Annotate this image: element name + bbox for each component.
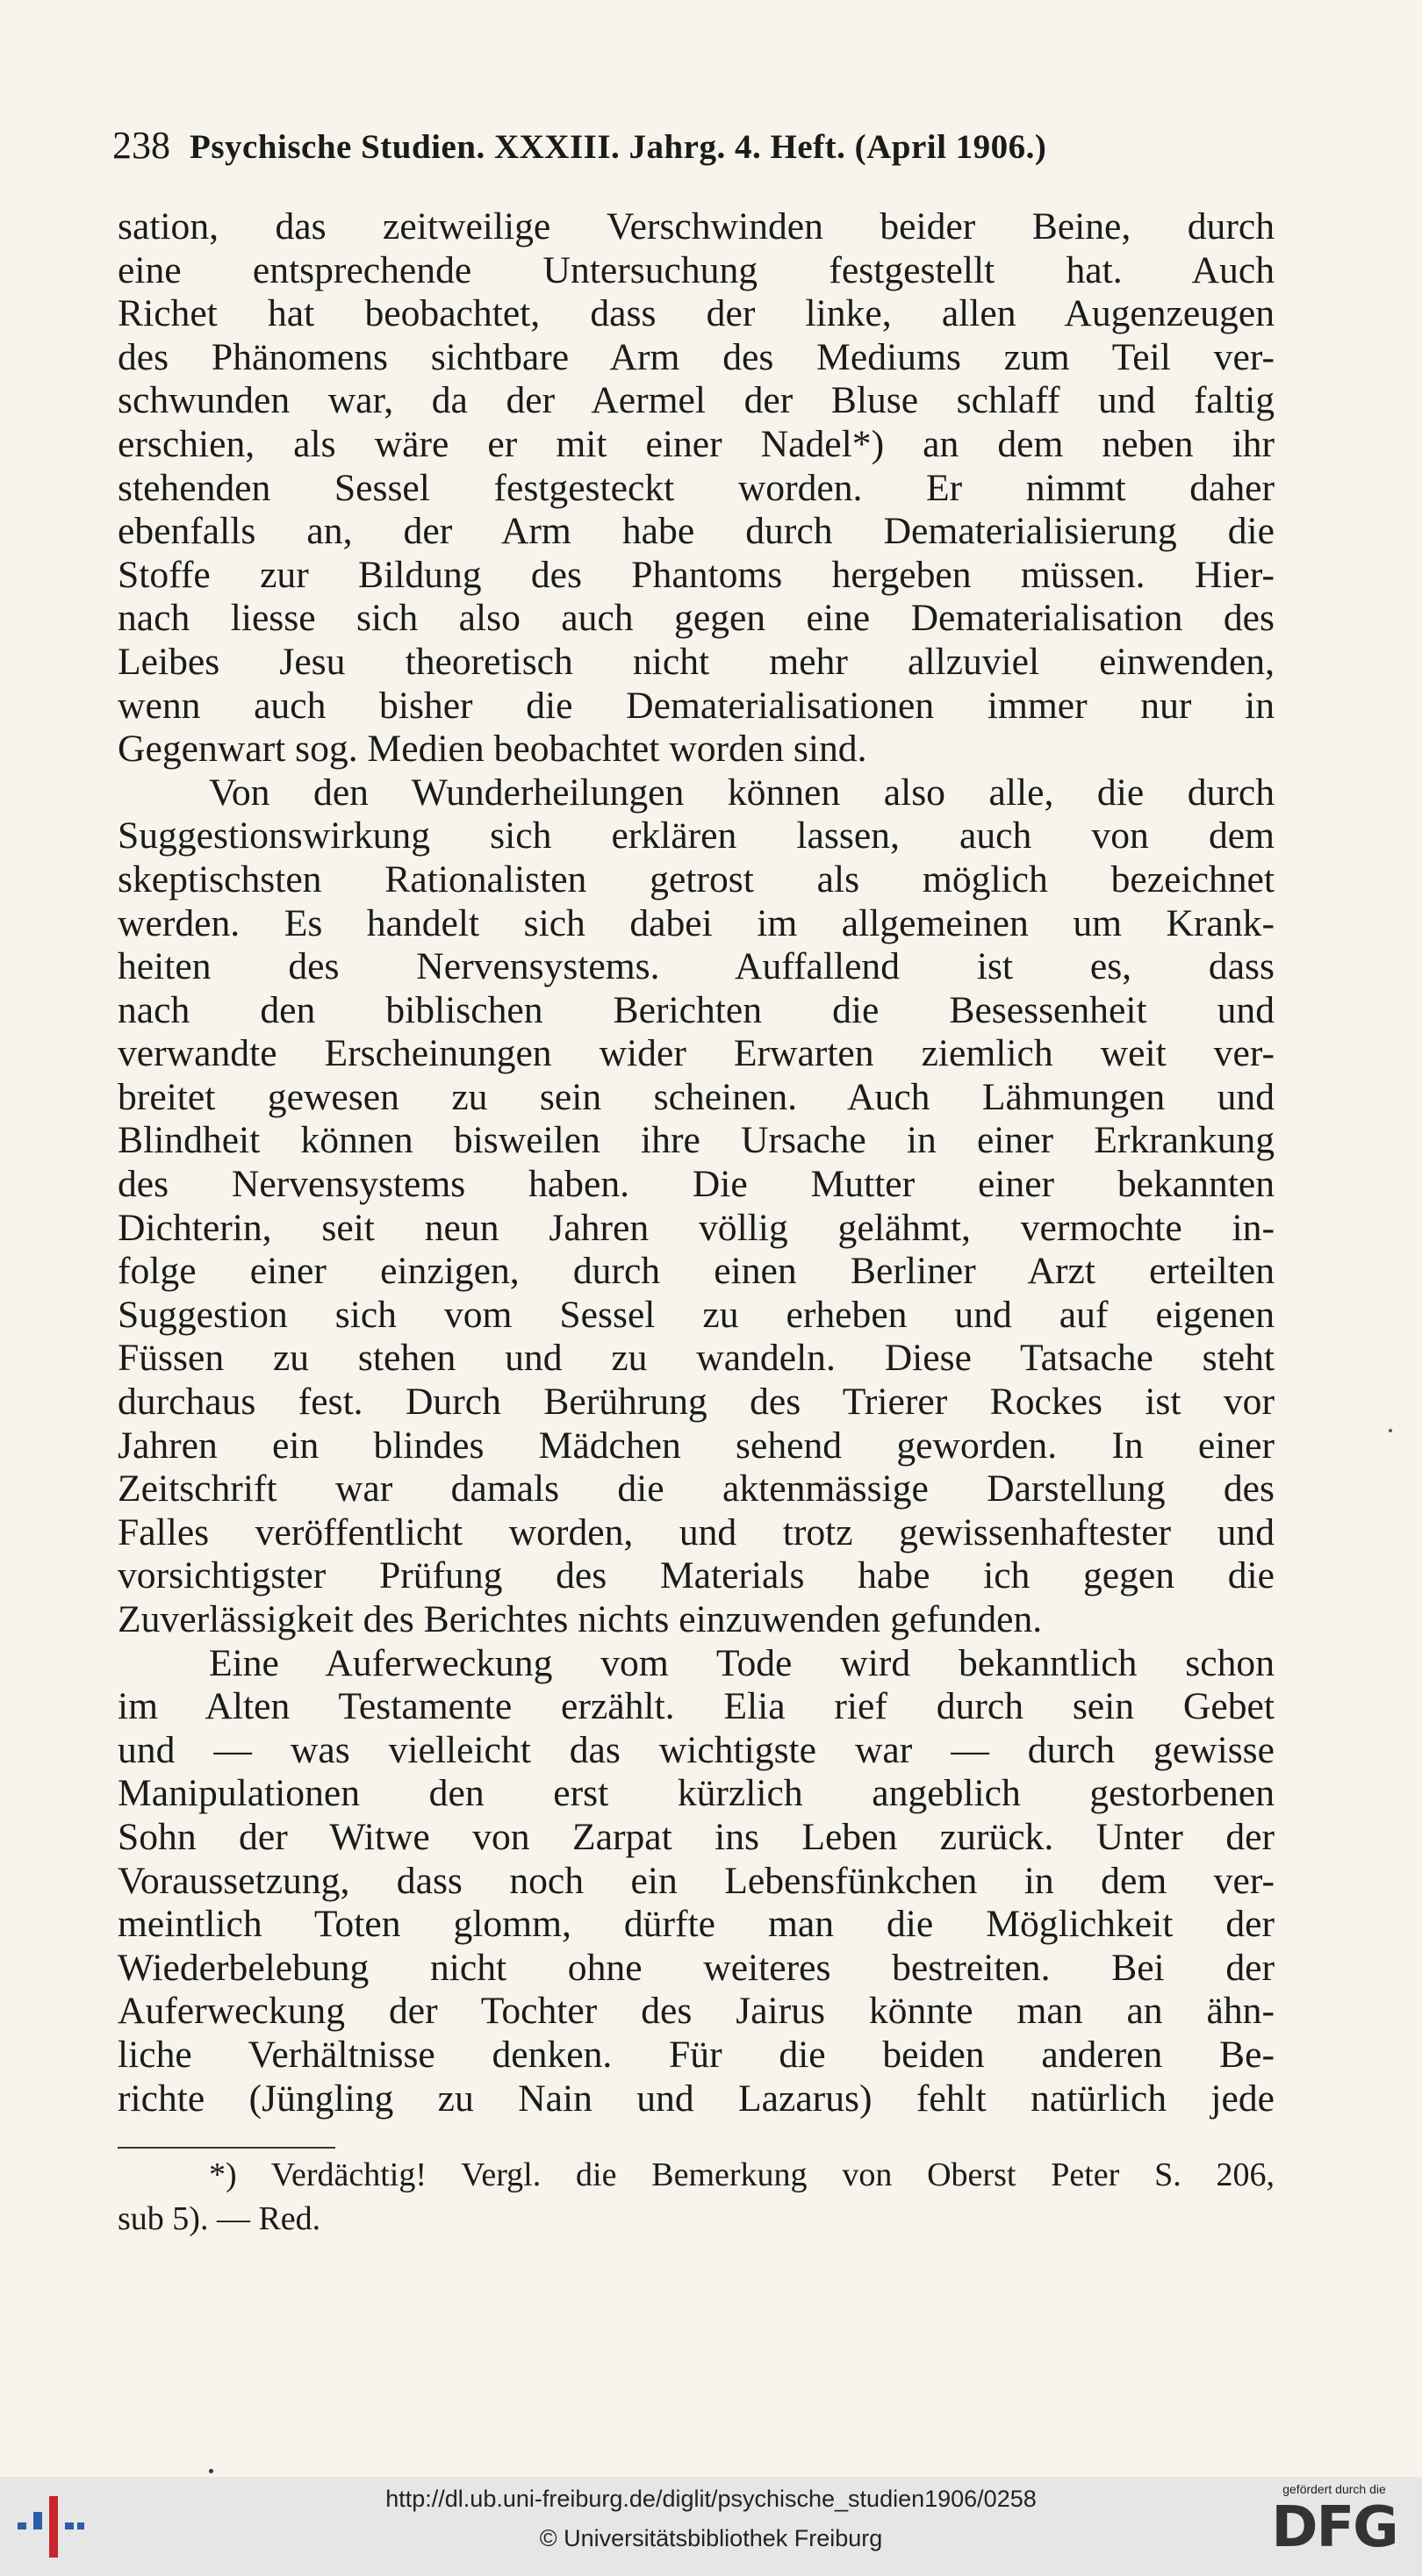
text-line: Eine Auferweckung vom Tode wird bekanntlich schon bbox=[209, 1641, 1275, 1684]
text-line: im Alten Testamente erzählt. Elia rief durch sein Gebet bbox=[118, 1685, 1275, 1728]
text-line: Suggestion sich vom Sessel zu erheben und auf eigenen bbox=[118, 1293, 1275, 1336]
text-line: des Phänomens sichtbare Arm des Mediums zum Teil ver- bbox=[118, 335, 1275, 378]
text-line: Füssen zu stehen und zu wandeln. Diese Tatsache steht bbox=[118, 1337, 1275, 1380]
footnote-separator bbox=[118, 2147, 335, 2149]
text-line: Falles veröffentlicht worden, und trotz gewissenhaftester und bbox=[118, 1510, 1275, 1553]
digital-library-footer bbox=[0, 2477, 1422, 2576]
text-line: Zeitschrift war damals die aktenmässige Darstellung des bbox=[118, 1467, 1275, 1510]
copyright-text: © Universitätsbibliothek Freiburg bbox=[539, 2525, 883, 2551]
text-line: nach den biblischen Berichten die Besessenheit und bbox=[118, 988, 1275, 1031]
text-line: Gegenwart sog. Medien beobachtet worden sind. bbox=[118, 728, 867, 771]
page-number: 238 bbox=[112, 124, 170, 167]
text-line: breitet gewesen zu sein scheinen. Auch Lähmungen und bbox=[118, 1075, 1275, 1118]
text-line: Manipulationen den erst kürzlich angeblich gestorbenen bbox=[118, 1772, 1275, 1815]
running-header bbox=[112, 123, 1280, 168]
text-line: Stoffe zur Bildung des Phantoms hergeben müssen. Hier- bbox=[118, 553, 1275, 596]
text-line: richte (Jüngling zu Nain und Lazarus) fehlt natürlich jede bbox=[118, 2077, 1275, 2120]
footnote-line: *) Verdächtig! Vergl. die Bemerkung von Oberst Peter S. 206, bbox=[209, 2156, 1275, 2193]
dfg-logo bbox=[1255, 2482, 1413, 2570]
body-text bbox=[118, 205, 1275, 2120]
text-line: ebenfalls an, der Arm habe durch Dematerialisierung die bbox=[118, 510, 1275, 553]
text-line: Richet hat beobachtet, dass der linke, allen Augenzeugen bbox=[118, 292, 1275, 335]
text-line: Suggestionswirkung sich erklären lassen, auch von dem bbox=[118, 814, 1275, 857]
text-line: verwandte Erscheinungen wider Erwarten ziemlich weit ver- bbox=[118, 1032, 1275, 1075]
text-line: Jahren ein blindes Mädchen sehend geworden. In einer bbox=[118, 1424, 1275, 1467]
text-line: erschien, als wäre er mit einer Nadel*) an dem neben ihr bbox=[118, 422, 1275, 465]
text-line: Leibes Jesu theoretisch nicht mehr allzuviel einwenden, bbox=[118, 640, 1275, 683]
text-line: sation, das zeitweilige Verschwinden beider Beine, durch bbox=[118, 205, 1275, 248]
text-line: eine entsprechende Untersuchung festgestellt hat. Auch bbox=[118, 248, 1275, 291]
text-line: vorsichtigster Prüfung des Materials habe ich gegen die bbox=[118, 1554, 1275, 1597]
journal-header-title: Psychische Studien. XXXIII. Jahrg. 4. Heft. (April 1906.) bbox=[190, 128, 1047, 166]
source-url-link[interactable]: http://dl.ub.uni-freiburg.de/diglit/psychische_studien1906/0258 bbox=[385, 2486, 1037, 2512]
footnote bbox=[118, 2153, 1275, 2241]
text-line: nach liesse sich also auch gegen eine Dematerialisation des bbox=[118, 597, 1275, 640]
text-line: Wiederbelebung nicht ohne weiteres bestreiten. Bei der bbox=[118, 1946, 1275, 1989]
text-line: heiten des Nervensystems. Auffallend ist es, dass bbox=[118, 945, 1275, 988]
text-line: stehenden Sessel festgesteckt worden. Er nimmt daher bbox=[118, 466, 1275, 509]
text-line: und — was vielleicht das wichtigste war — durch gewisse bbox=[118, 1728, 1275, 1771]
scan-speck bbox=[209, 2469, 213, 2473]
text-line: schwunden war, da der Aermel der Bluse schlaff und faltig bbox=[118, 379, 1275, 422]
funding-note: gefördert durch die bbox=[1282, 2482, 1386, 2496]
text-line: Auferweckung der Tochter des Jairus könnte man an ähn- bbox=[118, 1990, 1275, 2033]
text-line: des Nervensystems haben. Die Mutter einer bekannten bbox=[118, 1163, 1275, 1206]
text-line: Sohn der Witwe von Zarpat ins Leben zurück. Unter der bbox=[118, 1815, 1275, 1858]
text-line: Zuverlässigkeit des Berichtes nichts einzuwenden gefunden. bbox=[118, 1598, 1043, 1640]
text-line: liche Verhältnisse denken. Für die beiden anderen Be- bbox=[118, 2033, 1275, 2076]
text-line: durchaus fest. Durch Berührung des Trierer Rockes ist vor bbox=[118, 1381, 1275, 1424]
text-line: werden. Es handelt sich dabei im allgemeinen um Krank- bbox=[118, 901, 1275, 944]
text-line: Dichterin, seit neun Jahren völlig gelähmt, vermochte in- bbox=[118, 1206, 1275, 1249]
text-line: meintlich Toten glomm, dürfte man die Möglichkeit der bbox=[118, 1903, 1275, 1946]
text-line: Blindheit können bisweilen ihre Ursache in einer Erkrankung bbox=[118, 1119, 1275, 1162]
text-line: Voraussetzung, dass noch ein Lebensfünkchen in dem ver- bbox=[118, 1859, 1275, 1902]
text-line: skeptischsten Rationalisten getrost als möglich bezeichnet bbox=[118, 857, 1275, 901]
text-line: wenn auch bisher die Dematerialisationen immer nur in bbox=[118, 684, 1275, 727]
text-line: folge einer einzigen, durch einen Berliner Arzt erteilten bbox=[118, 1250, 1275, 1293]
margin-speck bbox=[1389, 1429, 1392, 1432]
dfg-logo-icon: DFG bbox=[1271, 2495, 1397, 2560]
text-line: Von den Wunderheilungen können also alle, die durch bbox=[209, 771, 1275, 814]
footnote-line: sub 5). — Red. bbox=[118, 2200, 321, 2237]
